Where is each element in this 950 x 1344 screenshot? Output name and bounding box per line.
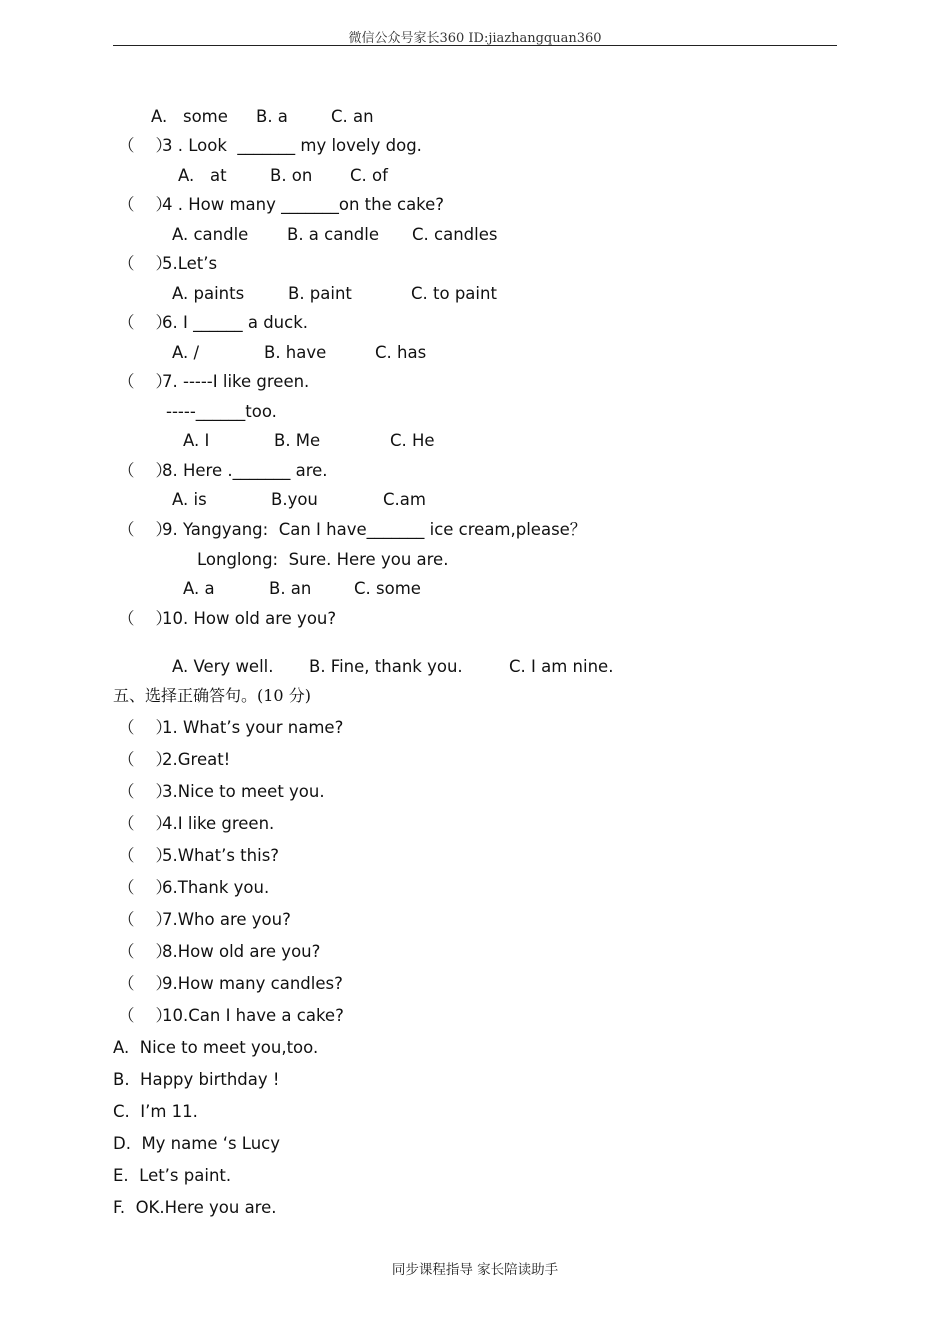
option-a: A. candle	[172, 225, 249, 244]
question-stem: 3 . Look _______ my lovely dog.	[162, 136, 422, 155]
option-b: B. have	[264, 343, 327, 362]
match-question: 5.What’s this?	[162, 846, 280, 865]
question-stem: 9. Yangyang: Can I have_______ ice cream,please？	[162, 520, 587, 539]
question-stem: 4 . How many _______on the cake?	[162, 195, 445, 214]
option-c: C. candles	[412, 225, 498, 244]
page-footer: 同步课程指导 家长陪读助手	[391, 1262, 559, 1278]
option-c: C. has	[375, 343, 427, 362]
question-stem: 7. -----I like green.	[162, 372, 310, 391]
answer-bracket: （ ）	[118, 372, 172, 391]
option-b: B. Fine, thank you.	[309, 657, 463, 676]
question-continuation: -----______too.	[166, 402, 277, 421]
option-b: B. a	[256, 107, 288, 126]
option-b: B. Me	[274, 431, 321, 450]
answer-bracket: （ ）	[118, 520, 172, 539]
page-header: 微信公众号家长360 ID:jiazhangquan360	[348, 31, 602, 46]
match-question: 7.Who are you?	[162, 910, 291, 929]
option-a: A. a	[183, 579, 215, 598]
match-question: 8.How old are you?	[162, 942, 321, 961]
answer-bracket: （ ）	[118, 195, 172, 214]
match-question: 1. What’s your name?	[162, 718, 344, 737]
answer-bracket: （ ）	[118, 942, 172, 961]
answer-bracket: （ ）	[118, 609, 172, 628]
option-b: B. a candle	[287, 225, 380, 244]
answer-bracket: （ ）	[118, 814, 172, 833]
answer-bracket: （ ）	[118, 878, 172, 897]
match-question: 4.I like green.	[162, 814, 275, 833]
answer-bracket: （ ）	[118, 718, 172, 737]
answer-bracket: （ ）	[118, 313, 172, 332]
answer-bracket: （ ）	[118, 136, 172, 155]
option-c: C. some	[354, 579, 421, 598]
answer-bracket: （ ）	[118, 254, 172, 273]
option-c: C. of	[350, 166, 388, 185]
option-b: B. paint	[288, 284, 352, 303]
question-stem: 10. How old are you?	[162, 609, 337, 628]
option-a: A. I	[183, 431, 210, 450]
option-b: B.you	[271, 490, 318, 509]
question-stem: 6. I ______ a duck.	[162, 313, 309, 332]
match-answer: C. I’m 11.	[113, 1102, 198, 1121]
option-c: C. an	[331, 107, 374, 126]
option-b: B. an	[269, 579, 312, 598]
match-question: 10.Can I have a cake?	[162, 1006, 344, 1025]
question-continuation: Longlong: Sure. Here you are.	[197, 550, 449, 569]
answer-bracket: （ ）	[118, 1006, 172, 1025]
option-a: A. some	[151, 107, 228, 126]
option-b: B. on	[270, 166, 313, 185]
option-a: A. is	[172, 490, 207, 509]
option-a: A. /	[172, 343, 200, 362]
match-question: 6.Thank you.	[162, 878, 270, 897]
question-stem: 5.Let’s	[162, 254, 218, 273]
answer-bracket: （ ）	[118, 750, 172, 769]
match-question: 9.How many candles?	[162, 974, 343, 993]
answer-bracket: （ ）	[118, 782, 172, 801]
answer-bracket: （ ）	[118, 846, 172, 865]
match-answer: D. My name ‘s Lucy	[113, 1134, 281, 1153]
question-stem: 8. Here ._______ are.	[162, 461, 328, 480]
match-answer: B. Happy birthday !	[113, 1070, 280, 1089]
match-answer: E. Let’s paint.	[113, 1166, 232, 1185]
match-question: 2.Great!	[162, 750, 231, 769]
option-a: A. Very well.	[172, 657, 274, 676]
answer-bracket: （ ）	[118, 461, 172, 480]
option-c: C.am	[383, 490, 426, 509]
match-question: 3.Nice to meet you.	[162, 782, 325, 801]
option-c: C. He	[390, 431, 435, 450]
answer-bracket: （ ）	[118, 910, 172, 929]
section-title: 五、选择正确答句。(10 分)	[113, 686, 311, 705]
option-c: C. I am nine.	[509, 657, 614, 676]
match-answer: F. OK.Here you are.	[113, 1198, 277, 1217]
option-a: A. paints	[172, 284, 245, 303]
option-c: C. to paint	[411, 284, 497, 303]
answer-bracket: （ ）	[118, 974, 172, 993]
match-answer: A. Nice to meet you,too.	[113, 1038, 319, 1057]
option-a: A. at	[178, 166, 227, 185]
header-divider	[113, 45, 837, 46]
